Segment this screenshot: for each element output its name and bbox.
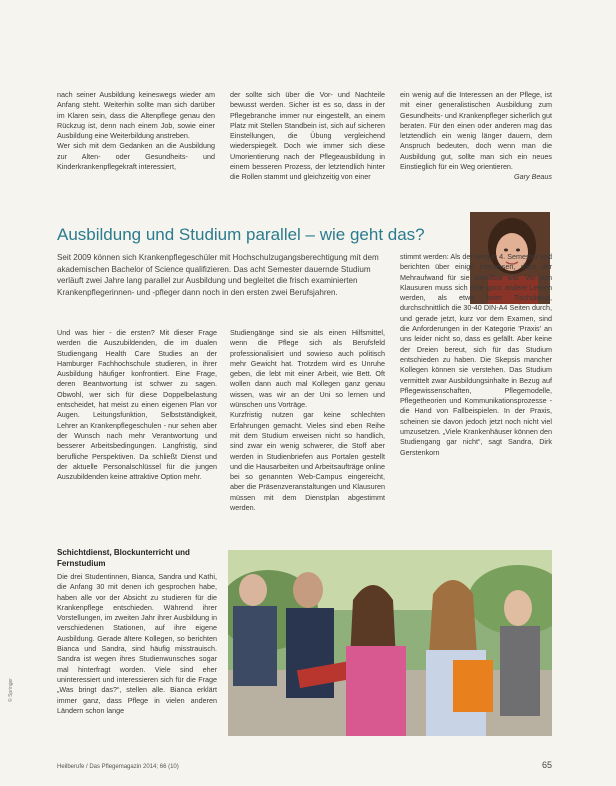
- top-column-1-text: nach seiner Ausbildung keineswegs wieder am Anfang steht. Weiterhin sollte man sich darüber im Klaren sein, dass die Altenpflege genau den Rückzug ist, denn nach einem Job, sowie einer Ausbildung eine Weiterbildung anstreben. Wer sich mit dem Gedanken an die Ausbildung zur Alten- oder Gesundheits- und Kinderkrankenpflegekraft interessiert,: [57, 90, 215, 172]
- body-column-1-text: Und was hier - die ersten? Mit dieser Frage werden die Auszubildenden, die im dualen Studiengang Health Care Studies an der Hamburger Fachhochschule studieren, in ihrer Ausbildung häufiger konfrontiert. Eine Frage, deren Beantwortung ist schwer zu sagen. Obwohl, wer sich für diese Doppelbelastung entscheidet, hat meist zu einen eigenen Plan vor Augen. Leitungsfunktion, Selbstständigkeit, Lehrer an Krankenpflegeschulen - nur sehen aber der Wunsch nach mehr Verantwortung und besserer Arbeitsbedingungen. Langfristig, sind berufliche Perspektiven. Da schließt Dienst und der aktuelle Personalschlüssel für die jungen Auszubildenden keine attraktive Option mehr.: [57, 328, 217, 482]
- body-column-1b-text: Die drei Studentinnen, Bianca, Sandra und Kathi, die Anfang 30 mit denen ich gesprochen habe, haben alle vor der Absicht zu studieren für die Krankenpflege entschieden. Während ihrer Vorstellungen, im zweiten Jahr ihrer Ausbildung in verschiedenen Stationen, auf ihre eigene Ausbildung. Gerade ältere Kollegen, so berichten Bianca und Sandra, sind häufig misstrauisch. Sandra ist wegen ihres Studienwunsches sogar mal hinterfragt worden. Viele sind eher uninteressiert und interessieren sich für die Frage „Was bringt das?“, stellen alle. Bianca erklärt immer ganz, dass Pflege in vielen anderen Ländern schon lange: [57, 572, 217, 715]
- footer-citation: Heilberufe / Das Pflegemagazin 2014; 66 (10): [57, 764, 179, 770]
- top-column-1: [57, 90, 215, 210]
- body-column-1b: [57, 572, 217, 752]
- top-column-3: [400, 90, 552, 210]
- top-column-2: [230, 90, 385, 210]
- top-column-3-text: ein wenig auf die Interessen an der Pflege, ist mit einer generalistischen Ausbildung zum Gesundheits- und Krankenpfleger sicherlich gut beraten. Für den einen oder anderen mag das letztendlich ein wenig länger dauern, dem Anspruch bedeuten, doch wenn man die Ausbildung gut, sollte man sich ein neues Einstieglich für ein Weg orientieren.: [400, 90, 552, 172]
- body-column-2: [230, 328, 385, 543]
- body-column-3: [400, 252, 552, 544]
- margin-note: © Springer: [8, 678, 14, 702]
- article-lead: Seit 2009 können sich Krankenpflegeschüler mit Hochschulzugangsberechtigung mit dem akademischen Bachelor of Science qualifizieren. Das acht Semester dauernde Studium verläuft zwei Jahre lang parallel zur Ausbildung und begleitet die frisch examinierten Krankenpflegerinnen- und -pfleger dann noch in den ersten zwei Berufsjahren.: [57, 253, 379, 297]
- section-subhead: Schichtdienst, Blockunterricht und Fernstudium: [57, 548, 190, 568]
- body-column-2-text: Studiengänge sind sie als einen Hilfsmittel, wenn die Pflege sich als Berufsfeld professionalisiert und sowieso auch politisch mehr Gewicht hat. Trotzdem wird es Unruhe geben, die lebt mit einer Arbeit, wie Bett. Oft wollen dann auch mal Kollegen ganz genau wissen, was wir an der Uni so lernen und wünschen uns Vorträge. Kurzfristig nutzen gar keine schlechten Erfahrungen gemacht. Vieles sind eben Reihe mit dem Studium erweisen nicht so handlich, sind zwar ein wenig schwerer, die Stoff aber werden in Studienbriefen aus Portalen gestellt und die Hausarbeiten und Arbeitsaufträge online bei so genannten Web-Campus eingereicht, aber die Präsenzveranstaltungen und Klausuren müssen mit dem Dienstplan abgestimmt werden.: [230, 328, 385, 513]
- body-column-1: [57, 328, 217, 543]
- author-signature: Gary Beaus: [514, 172, 552, 182]
- body-column-3-text: stimmt werden: Als der Weg in 4. Semester und berichten über einige Interessen, dass der Mehraufwand für sie schaffbar war. Vor den Klausuren muss sich eine ganz andere Lernen werden, als etwa beim Tischdienst, durchschnittlich die 30-40 DIN-A4 Seiten durch, und gerade jetzt, kurz vor dem Examen, sind die Anforderungen in der Kategorie 'Praxis' an uns leider nicht so, dass es gefällt. Aber keine der Dreien bereut, sich für das Studium entschieden zu haben. Die Skepsis mancher Kollegen können sie verstehen. Das Studium vermittelt zwar Ausbildungsinhalte in Bezug auf Pflegewissenschaften, Pflegemodelle, Pflegetheorien und Kommunikationsprozesse - die Hand von Fallbeispielen. In der Praxis, scheinen sie davon jedoch jetzt noch nicht viel umzusetzen. „Viele Krankenhäuser können den Studiengang gar nicht“, sagt Sandra, Dirk Gerstenkorn: [400, 252, 552, 457]
- page-number: 65: [541, 760, 552, 770]
- students-image: [228, 550, 552, 736]
- article-headline: Ausbildung und Studium parallel – wie geht das?: [57, 225, 425, 244]
- top-column-2-text: der sollte sich über die Vor- und Nachteile bewusst werden. Sicher ist es so, dass in der Pflegebranche immer nur eingestellt, an einem Platz mit Stellen Standbein ist, sich auf sicheren Einstellungen, die Übung vergleichend wiederspiegelt. Doch wie immer sich diese Umorientierung nach der Pflegeausbildung in einem besseren Prozess, der letztendlich hinter die Rollen stammt und gleichzeitig von einer: [230, 90, 385, 182]
- students-photo: [228, 550, 552, 736]
